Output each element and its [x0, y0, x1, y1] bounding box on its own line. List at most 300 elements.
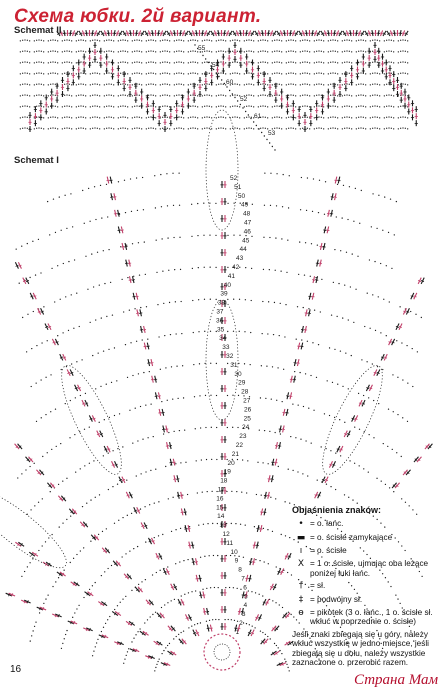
- chain-stitch: [197, 62, 198, 63]
- double-crochet-stitch: [337, 180, 340, 181]
- chain-stitch: [111, 565, 112, 566]
- chain-stitch: [181, 117, 182, 118]
- chain-stitch: [353, 322, 354, 323]
- row-number: 52: [240, 96, 248, 103]
- row-number: 6: [243, 584, 247, 592]
- picot-icon: ɵ: [298, 607, 304, 618]
- chain-stitch: [374, 105, 375, 106]
- chain-stitch: [220, 83, 221, 84]
- chain-stitch: [321, 73, 322, 74]
- chain-stitch: [155, 128, 156, 129]
- chain-stitch: [335, 106, 336, 107]
- chain-stitch: [92, 84, 93, 85]
- chain-stitch: [178, 50, 179, 51]
- chain-stitch: [272, 51, 273, 52]
- chain-stitch: [204, 267, 205, 268]
- chain-stitch: [342, 73, 343, 74]
- chain-stitch: [251, 591, 252, 592]
- chain-stitch: [47, 340, 48, 341]
- chain-stitch: [167, 62, 168, 63]
- schemat-ii-chart: [20, 30, 418, 151]
- chain-stitch: [267, 117, 268, 118]
- chain-stitch: [407, 421, 408, 422]
- chain-stitch: [150, 127, 151, 128]
- chain-stitch: [280, 271, 281, 272]
- chain-stitch: [225, 587, 226, 588]
- row-number: 32: [226, 353, 234, 360]
- chain-stitch: [238, 395, 239, 396]
- chain-stitch: [358, 40, 359, 41]
- chain-stitch: [237, 62, 238, 63]
- chain-stitch: [378, 296, 379, 297]
- chain-stitch: [280, 303, 281, 304]
- double-crochet-stitch: [286, 396, 289, 397]
- chain-stitch: [90, 541, 91, 542]
- chain-stitch: [182, 365, 183, 366]
- chain-stitch: [132, 51, 133, 52]
- double-crochet-stitch: [195, 562, 198, 563]
- row-number: 2: [239, 620, 243, 627]
- chain-stitch: [146, 128, 147, 129]
- chain-stitch: [152, 574, 153, 575]
- chain-stitch: [226, 86, 227, 87]
- chain-stitch: [206, 94, 207, 95]
- chain-stitch: [209, 95, 210, 96]
- chain-stitch: [50, 62, 51, 63]
- chain-stitch: [308, 308, 309, 309]
- chain-stitch: [62, 73, 63, 74]
- chain-stitch: [234, 116, 235, 117]
- chain-stitch: [41, 95, 42, 96]
- chain-stitch: [302, 51, 303, 52]
- chain-stitch: [276, 50, 277, 51]
- chain-stitch: [104, 128, 105, 129]
- chain-stitch: [234, 94, 235, 95]
- chain-stitch: [167, 106, 168, 107]
- chain-stitch: [122, 39, 123, 40]
- double-crochet-stitch: [268, 479, 271, 480]
- chain-stitch: [174, 51, 175, 52]
- chain-stitch: [365, 40, 366, 41]
- chain-stitch: [99, 422, 100, 423]
- chain-stitch: [94, 105, 95, 106]
- chain-stitch: [20, 117, 21, 118]
- chain-stitch: [412, 386, 413, 387]
- chain-stitch: [83, 51, 84, 52]
- chain-stitch: [342, 317, 343, 318]
- chain-stitch: [279, 84, 280, 85]
- chain-stitch: [279, 117, 280, 118]
- chain-stitch: [125, 106, 126, 107]
- chain-stitch: [172, 173, 173, 174]
- chain-stitch: [132, 442, 133, 443]
- chain-stitch: [29, 73, 30, 74]
- chain-stitch: [180, 632, 181, 633]
- chain-stitch: [253, 40, 254, 41]
- chain-stitch: [337, 106, 338, 107]
- chain-stitch: [146, 62, 147, 63]
- chain-stitch: [86, 503, 87, 504]
- chain-stitch: [195, 84, 196, 85]
- chain-stitch: [260, 106, 261, 107]
- chain-stitch: [348, 497, 349, 498]
- slip-stitch-icon: ▬: [296, 532, 306, 543]
- chain-stitch: [125, 84, 126, 85]
- chain-stitch: [169, 106, 170, 107]
- chain-stitch: [73, 558, 74, 559]
- chain-stitch: [181, 95, 182, 96]
- chain-stitch: [376, 228, 377, 229]
- double-crochet-stitch: [85, 33, 88, 34]
- chain-stitch: [198, 299, 199, 300]
- chain-stitch: [45, 598, 46, 599]
- chain-stitch: [358, 117, 359, 118]
- chain-stitch: [188, 62, 189, 63]
- chain-stitch: [346, 105, 347, 106]
- chain-stitch: [246, 492, 247, 493]
- chain-stitch: [344, 128, 345, 129]
- chain-stitch: [168, 498, 169, 499]
- chain-stitch: [366, 361, 367, 362]
- chain-stitch: [309, 40, 310, 41]
- chain-stitch: [281, 653, 282, 654]
- chain-stitch: [220, 50, 221, 51]
- double-crochet-stitch: [121, 246, 124, 247]
- chain-stitch: [400, 117, 401, 118]
- chain-stitch: [244, 51, 245, 52]
- chain-stitch: [168, 270, 169, 271]
- chain-stitch: [197, 623, 198, 624]
- chain-stitch: [66, 39, 67, 40]
- chain-stitch: [363, 468, 364, 469]
- chain-stitch: [386, 117, 387, 118]
- chain-stitch: [175, 529, 176, 530]
- chain-stitch: [393, 95, 394, 96]
- chain-stitch: [162, 95, 163, 96]
- legend-item-text: = podwójny sł.: [310, 594, 363, 604]
- chain-stitch: [155, 117, 156, 118]
- chain-stitch: [48, 73, 49, 74]
- chain-stitch: [180, 269, 181, 270]
- chain-stitch: [66, 519, 67, 520]
- row-number: 29: [238, 379, 246, 387]
- chain-stitch: [356, 95, 357, 96]
- chain-stitch: [197, 106, 198, 107]
- chain-stitch: [349, 40, 350, 41]
- double-crochet-stitch: [132, 280, 135, 281]
- chain-stitch: [303, 406, 304, 407]
- chain-stitch: [211, 106, 212, 107]
- chain-stitch: [112, 314, 113, 315]
- chain-stitch: [176, 40, 177, 41]
- double-crochet-stitch: [282, 429, 285, 430]
- chain-stitch: [104, 106, 105, 107]
- chain-stitch: [197, 203, 198, 204]
- chain-stitch: [218, 128, 219, 129]
- chain-stitch: [66, 630, 67, 631]
- chain-stitch: [398, 62, 399, 63]
- chain-stitch: [309, 117, 310, 118]
- chain-stitch: [337, 95, 338, 96]
- chain-stitch: [274, 432, 275, 433]
- chain-stitch: [299, 241, 300, 242]
- double-crochet-stitch: [245, 33, 248, 34]
- chain-stitch: [321, 446, 322, 447]
- chain-stitch: [363, 106, 364, 107]
- chain-stitch: [276, 400, 277, 401]
- chain-stitch: [167, 51, 168, 52]
- chain-stitch: [47, 201, 48, 202]
- chain-stitch: [95, 646, 96, 647]
- chain-stitch: [133, 638, 134, 639]
- chain-stitch: [174, 95, 175, 96]
- chain-stitch: [237, 621, 238, 622]
- chain-stitch: [220, 105, 221, 106]
- chain-stitch: [240, 589, 241, 590]
- chain-stitch: [267, 106, 268, 107]
- chain-stitch: [276, 39, 277, 40]
- chain-stitch: [323, 128, 324, 129]
- chain-stitch: [142, 339, 143, 340]
- chain-stitch: [41, 128, 42, 129]
- double-crochet-stitch: [139, 313, 142, 314]
- chain-stitch: [132, 95, 133, 96]
- chain-stitch: [328, 51, 329, 52]
- chain-stitch: [113, 117, 114, 118]
- double-crochet-stitch: [184, 512, 187, 513]
- chain-stitch: [159, 658, 160, 659]
- chain-stitch: [290, 39, 291, 40]
- chain-stitch: [231, 491, 232, 492]
- chain-stitch: [391, 73, 392, 74]
- chain-stitch: [71, 363, 72, 364]
- double-crochet-stitch: [280, 33, 283, 34]
- chain-stitch: [262, 61, 263, 62]
- chain-stitch: [155, 73, 156, 74]
- chain-stitch: [332, 50, 333, 51]
- chain-stitch: [285, 535, 286, 536]
- chain-stitch: [374, 127, 375, 128]
- chain-stitch: [377, 366, 378, 367]
- chain-stitch: [178, 634, 179, 635]
- double-crochet-stitch: [333, 33, 336, 34]
- double-crochet-stitch: [267, 495, 270, 496]
- chain-stitch: [82, 190, 83, 191]
- chain-stitch: [174, 128, 175, 129]
- chain-stitch: [20, 128, 21, 129]
- chain-stitch: [129, 550, 130, 551]
- chain-stitch: [377, 106, 378, 107]
- chain-stitch: [270, 173, 271, 174]
- double-crochet-stitch: [170, 462, 173, 463]
- chain-stitch: [323, 117, 324, 118]
- chain-stitch: [248, 50, 249, 51]
- chain-stitch: [205, 427, 206, 428]
- chain-stitch: [150, 39, 151, 40]
- chain-stitch: [183, 95, 184, 96]
- chain-stitch: [99, 128, 100, 129]
- chain-stitch: [397, 377, 398, 378]
- chain-stitch: [246, 623, 247, 624]
- chain-stitch: [156, 664, 157, 665]
- chain-stitch: [295, 95, 296, 96]
- chain-stitch: [377, 95, 378, 96]
- chain-stitch: [332, 83, 333, 84]
- chain-stitch: [402, 61, 403, 62]
- chain-stitch: [356, 73, 357, 74]
- chain-stitch: [113, 106, 114, 107]
- double-crochet-stitch: [300, 346, 303, 347]
- chain-stitch: [110, 282, 111, 283]
- chain-stitch: [80, 395, 81, 396]
- chain-stitch: [155, 667, 156, 668]
- chain-stitch: [136, 127, 137, 128]
- chain-stitch: [262, 94, 263, 95]
- chain-stitch: [252, 626, 253, 627]
- chain-stitch: [113, 73, 114, 74]
- legend-item: [292, 533, 442, 543]
- chain-stitch: [386, 265, 387, 266]
- chain-stitch: [365, 95, 366, 96]
- chain-stitch: [314, 40, 315, 41]
- chain-stitch: [81, 359, 82, 360]
- double-crochet-stitch: [368, 33, 371, 34]
- chain-stitch: [42, 545, 43, 546]
- chain-stitch: [36, 51, 37, 52]
- double-crochet-stitch: [331, 197, 334, 198]
- chain-stitch: [103, 350, 104, 351]
- chain-stitch: [290, 83, 291, 84]
- chain-stitch: [399, 306, 400, 307]
- chain-stitch: [237, 51, 238, 52]
- chain-stitch: [262, 39, 263, 40]
- chain-stitch: [156, 272, 157, 273]
- chain-stitch: [363, 95, 364, 96]
- chain-stitch: [122, 94, 123, 95]
- legend-item-text: = 1 o. ścisłe, ujmując oba leżące poniżej łuki łańc.: [310, 559, 429, 578]
- chain-stitch: [162, 62, 163, 63]
- chain-stitch: [118, 62, 119, 63]
- chain-stitch: [130, 342, 131, 343]
- chain-stitch: [70, 562, 71, 563]
- chain-stitch: [69, 62, 70, 63]
- chain-stitch: [352, 499, 353, 500]
- chain-stitch: [276, 61, 277, 62]
- chain-stitch: [318, 344, 319, 345]
- chain-stitch: [94, 116, 95, 117]
- chain-stitch: [383, 443, 384, 444]
- chain-stitch: [38, 550, 39, 551]
- chain-stitch: [20, 95, 21, 96]
- chain-stitch: [267, 84, 268, 85]
- chain-stitch: [286, 128, 287, 129]
- double-crochet-stitch: [346, 33, 349, 34]
- chain-stitch: [310, 276, 311, 277]
- chain-stitch: [173, 638, 174, 639]
- chain-stitch: [69, 106, 70, 107]
- chain-stitch: [45, 541, 46, 542]
- chain-stitch: [31, 635, 32, 636]
- chain-stitch: [66, 127, 67, 128]
- chain-stitch: [41, 51, 42, 52]
- chain-stitch: [125, 51, 126, 52]
- chain-stitch: [66, 478, 67, 479]
- chain-stitch: [402, 379, 403, 380]
- chain-stitch: [120, 84, 121, 85]
- chain-stitch: [237, 427, 238, 428]
- chain-stitch: [181, 62, 182, 63]
- chain-stitch: [337, 117, 338, 118]
- chain-stitch: [126, 479, 127, 480]
- chain-stitch: [80, 39, 81, 40]
- row-number: 51: [234, 183, 242, 191]
- double-crochet-stitch: [308, 313, 311, 314]
- chain-stitch: [264, 135, 265, 136]
- chain-stitch: [120, 128, 121, 129]
- chain-stitch: [204, 556, 205, 557]
- chain-stitch: [197, 95, 198, 96]
- chain-stitch: [279, 40, 280, 41]
- chain-stitch: [83, 117, 84, 118]
- chain-stitch: [33, 311, 34, 312]
- double-crochet-stitch: [285, 412, 288, 413]
- chain-stitch: [45, 377, 46, 378]
- chain-stitch: [274, 40, 275, 41]
- chain-stitch: [122, 83, 123, 84]
- chain-stitch: [55, 40, 56, 41]
- chain-stitch: [259, 560, 260, 561]
- chain-stitch: [99, 494, 100, 495]
- chain-stitch: [307, 341, 308, 342]
- chain-stitch: [66, 228, 67, 229]
- chain-stitch: [379, 117, 380, 118]
- chain-stitch: [328, 62, 329, 63]
- chain-stitch: [84, 429, 85, 430]
- chain-stitch: [36, 84, 37, 85]
- chain-stitch: [381, 481, 382, 482]
- chain-stitch: [314, 95, 315, 96]
- chain-stitch: [97, 639, 98, 640]
- chain-stitch: [43, 62, 44, 63]
- chain-stitch: [134, 128, 135, 129]
- chain-stitch: [62, 332, 63, 333]
- chain-stitch: [398, 106, 399, 107]
- chain-stitch: [323, 73, 324, 74]
- chain-stitch: [64, 95, 65, 96]
- double-crochet-stitch: [402, 33, 405, 34]
- chain-stitch: [176, 128, 177, 129]
- chain-stitch: [318, 127, 319, 128]
- chain-stitch: [57, 128, 58, 129]
- chain-stitch: [130, 178, 131, 179]
- chain-stitch: [136, 116, 137, 117]
- chain-stitch: [62, 117, 63, 118]
- chain-stitch: [24, 50, 25, 51]
- chain-stitch: [272, 366, 273, 367]
- chain-stitch: [384, 40, 385, 41]
- chain-stitch: [258, 62, 259, 63]
- chain-stitch: [104, 419, 105, 420]
- chain-stitch: [372, 51, 373, 52]
- chain-stitch: [328, 117, 329, 118]
- chain-stitch: [111, 51, 112, 52]
- chain-stitch: [218, 40, 219, 41]
- chain-stitch: [264, 205, 265, 206]
- chain-stitch: [332, 382, 333, 383]
- chain-stitch: [302, 106, 303, 107]
- chain-stitch: [194, 396, 195, 397]
- chain-stitch: [97, 62, 98, 63]
